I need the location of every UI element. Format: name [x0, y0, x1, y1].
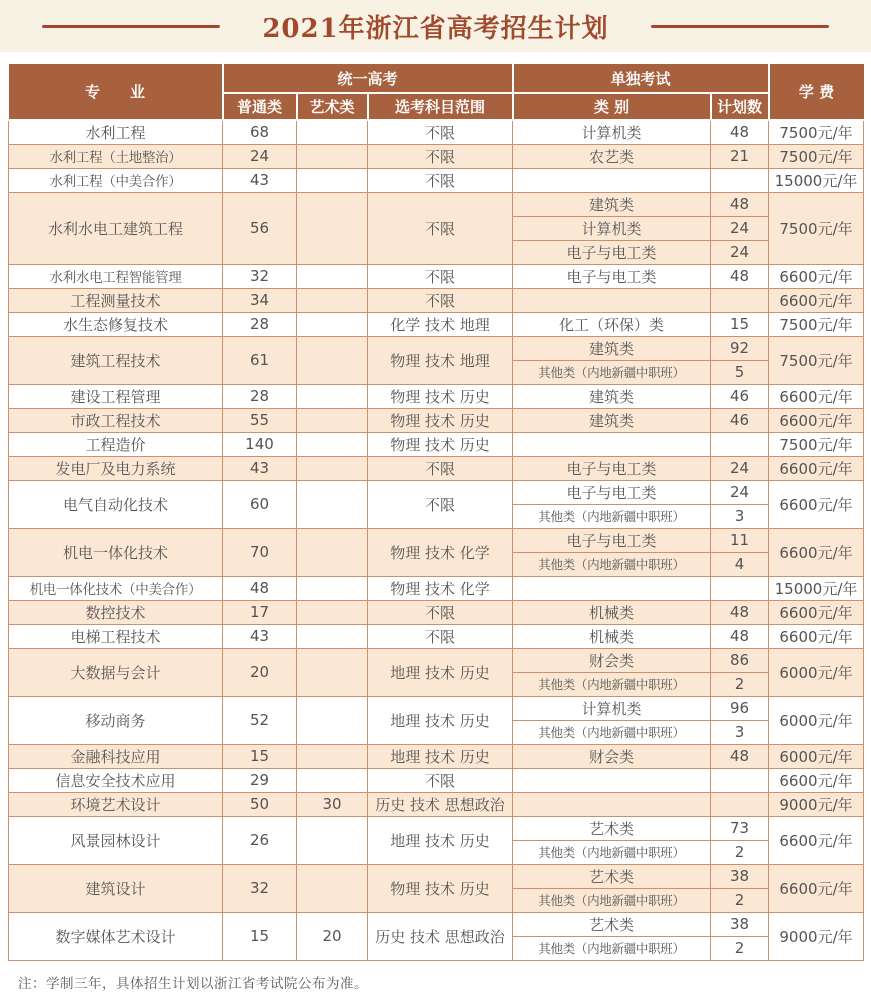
col-header-general: 普通类 — [223, 93, 297, 120]
subjects-cell: 物理 技术 地理 — [368, 336, 513, 384]
art-count-cell — [297, 336, 368, 384]
page-header — [0, 0, 871, 52]
general-count-cell: 15 — [223, 912, 297, 960]
subjects-cell: 不限 — [368, 600, 513, 624]
subjects-cell: 不限 — [368, 144, 513, 168]
fee-cell: 6000元/年 — [769, 744, 864, 768]
general-count-cell: 43 — [223, 456, 297, 480]
art-count-cell — [297, 288, 368, 312]
art-count-cell — [297, 648, 368, 696]
major-cell: 信息安全技术应用 — [9, 768, 223, 792]
exam-category-cell: 机械类 — [513, 624, 711, 648]
general-count-cell: 34 — [223, 288, 297, 312]
subjects-cell: 不限 — [368, 168, 513, 192]
major-cell: 水利水电工建筑工程 — [9, 192, 223, 264]
plan-count-cell: 3 — [711, 504, 769, 528]
plan-count-cell: 48 — [711, 624, 769, 648]
col-header-unified-exam: 统一高考 — [223, 64, 513, 93]
general-count-cell: 26 — [223, 816, 297, 864]
table-row — [9, 456, 864, 480]
fee-cell: 15000元/年 — [769, 168, 864, 192]
art-count-cell — [297, 384, 368, 408]
art-count-cell — [297, 816, 368, 864]
art-count-cell — [297, 696, 368, 744]
major-cell: 市政工程技术 — [9, 408, 223, 432]
plan-count-cell: 24 — [711, 240, 769, 264]
exam-category-cell: 其他类（内地新疆中职班） — [513, 552, 711, 576]
fee-cell: 7500元/年 — [769, 120, 864, 144]
major-cell: 电梯工程技术 — [9, 624, 223, 648]
art-count-cell — [297, 264, 368, 288]
plan-count-cell: 48 — [711, 120, 769, 144]
plan-count-cell — [711, 168, 769, 192]
plan-count-cell: 46 — [711, 408, 769, 432]
table-row — [9, 120, 864, 144]
major-cell: 建设工程管理 — [9, 384, 223, 408]
art-count-cell — [297, 408, 368, 432]
col-header-plan: 计划数 — [711, 93, 769, 120]
table-row — [9, 600, 864, 624]
exam-category-cell — [513, 768, 711, 792]
col-header-art: 艺术类 — [297, 93, 368, 120]
fee-cell: 7500元/年 — [769, 432, 864, 456]
subjects-cell: 历史 技术 思想政治 — [368, 792, 513, 816]
major-cell: 水利水电工程智能管理 — [9, 264, 223, 288]
major-cell: 电气自动化技术 — [9, 480, 223, 528]
plan-count-cell — [711, 576, 769, 600]
admission-plan-table — [8, 64, 864, 961]
exam-category-cell: 电子与电工类 — [513, 240, 711, 264]
exam-category-cell: 建筑类 — [513, 384, 711, 408]
general-count-cell: 56 — [223, 192, 297, 264]
table-row — [9, 624, 864, 648]
col-header-subjects: 选考科目范围 — [368, 93, 513, 120]
general-count-cell: 70 — [223, 528, 297, 576]
table-row — [9, 912, 864, 936]
art-count-cell — [297, 120, 368, 144]
table-row — [9, 384, 864, 408]
subjects-cell: 地理 技术 历史 — [368, 696, 513, 744]
subjects-cell: 不限 — [368, 768, 513, 792]
table-row — [9, 144, 864, 168]
general-count-cell: 29 — [223, 768, 297, 792]
exam-category-cell — [513, 792, 711, 816]
fee-cell: 15000元/年 — [769, 576, 864, 600]
page-title: 2021年浙江省高考招生计划 — [262, 13, 609, 44]
general-count-cell: 43 — [223, 624, 297, 648]
footnote: 注：学制三年，具体招生计划以浙江省考试院公布为准。 — [18, 975, 368, 992]
fee-cell: 6600元/年 — [769, 864, 864, 912]
major-cell: 发电厂及电力系统 — [9, 456, 223, 480]
subjects-cell: 历史 技术 思想政治 — [368, 912, 513, 960]
exam-category-cell: 电子与电工类 — [513, 264, 711, 288]
fee-cell: 9000元/年 — [769, 792, 864, 816]
title-decoration-left — [42, 25, 220, 28]
table-row — [9, 168, 864, 192]
general-count-cell: 60 — [223, 480, 297, 528]
major-cell: 水利工程 — [9, 120, 223, 144]
col-header-major: 专 业 — [9, 64, 223, 120]
table-row — [9, 192, 864, 216]
fee-cell: 6000元/年 — [769, 648, 864, 696]
subjects-cell: 物理 技术 历史 — [368, 384, 513, 408]
major-cell: 机电一体化技术（中美合作） — [9, 576, 223, 600]
exam-category-cell: 建筑类 — [513, 192, 711, 216]
art-count-cell — [297, 144, 368, 168]
table-row — [9, 576, 864, 600]
exam-category-cell: 机械类 — [513, 600, 711, 624]
col-header-fee: 学 费 — [769, 64, 864, 120]
exam-category-cell: 建筑类 — [513, 408, 711, 432]
exam-category-cell: 电子与电工类 — [513, 456, 711, 480]
table-row — [9, 408, 864, 432]
plan-count-cell: 4 — [711, 552, 769, 576]
table-row — [9, 432, 864, 456]
subjects-cell: 物理 技术 历史 — [368, 408, 513, 432]
general-count-cell: 24 — [223, 144, 297, 168]
major-cell: 工程造价 — [9, 432, 223, 456]
subjects-cell: 不限 — [368, 192, 513, 264]
table-row — [9, 744, 864, 768]
exam-category-cell: 农艺类 — [513, 144, 711, 168]
fee-cell: 6600元/年 — [769, 480, 864, 528]
table-row — [9, 648, 864, 672]
exam-category-cell: 计算机类 — [513, 696, 711, 720]
table-header — [9, 64, 864, 120]
subjects-cell: 不限 — [368, 288, 513, 312]
general-count-cell: 15 — [223, 744, 297, 768]
fee-cell: 6000元/年 — [769, 696, 864, 744]
plan-count-cell: 15 — [711, 312, 769, 336]
subjects-cell: 物理 技术 化学 — [368, 528, 513, 576]
art-count-cell — [297, 528, 368, 576]
plan-count-cell: 24 — [711, 480, 769, 504]
exam-category-cell — [513, 432, 711, 456]
plan-count-cell: 21 — [711, 144, 769, 168]
plan-count-cell — [711, 432, 769, 456]
subjects-cell: 不限 — [368, 120, 513, 144]
plan-count-cell: 92 — [711, 336, 769, 360]
art-count-cell — [297, 624, 368, 648]
subjects-cell: 不限 — [368, 480, 513, 528]
general-count-cell: 140 — [223, 432, 297, 456]
col-header-separate-exam: 单独考试 — [513, 64, 769, 93]
art-count-cell: 30 — [297, 792, 368, 816]
exam-category-cell: 财会类 — [513, 744, 711, 768]
art-count-cell — [297, 744, 368, 768]
subjects-cell: 不限 — [368, 456, 513, 480]
table-row — [9, 288, 864, 312]
major-cell: 工程测量技术 — [9, 288, 223, 312]
major-cell: 大数据与会计 — [9, 648, 223, 696]
general-count-cell: 52 — [223, 696, 297, 744]
table-body — [9, 120, 864, 960]
plan-count-cell: 5 — [711, 360, 769, 384]
table-row — [9, 528, 864, 552]
plan-count-cell: 2 — [711, 672, 769, 696]
exam-category-cell — [513, 168, 711, 192]
subjects-cell: 不限 — [368, 264, 513, 288]
plan-count-cell: 48 — [711, 600, 769, 624]
fee-cell: 6600元/年 — [769, 816, 864, 864]
major-cell: 水利工程（中美合作） — [9, 168, 223, 192]
fee-cell: 6600元/年 — [769, 768, 864, 792]
plan-count-cell: 2 — [711, 936, 769, 960]
art-count-cell — [297, 192, 368, 264]
subjects-cell: 不限 — [368, 624, 513, 648]
general-count-cell: 48 — [223, 576, 297, 600]
plan-count-cell — [711, 792, 769, 816]
general-count-cell: 50 — [223, 792, 297, 816]
plan-count-cell: 86 — [711, 648, 769, 672]
table-row — [9, 696, 864, 720]
table-row — [9, 336, 864, 360]
subjects-cell: 地理 技术 历史 — [368, 816, 513, 864]
fee-cell: 7500元/年 — [769, 312, 864, 336]
general-count-cell: 55 — [223, 408, 297, 432]
art-count-cell — [297, 576, 368, 600]
table-row — [9, 768, 864, 792]
subjects-cell: 地理 技术 历史 — [368, 648, 513, 696]
fee-cell: 6600元/年 — [769, 384, 864, 408]
art-count-cell: 20 — [297, 912, 368, 960]
fee-cell: 7500元/年 — [769, 336, 864, 384]
plan-count-cell: 73 — [711, 816, 769, 840]
table-container — [8, 64, 863, 961]
exam-category-cell: 其他类（内地新疆中职班） — [513, 840, 711, 864]
exam-category-cell: 其他类（内地新疆中职班） — [513, 672, 711, 696]
art-count-cell — [297, 768, 368, 792]
major-cell: 数控技术 — [9, 600, 223, 624]
major-cell: 风景园林设计 — [9, 816, 223, 864]
subjects-cell: 地理 技术 历史 — [368, 744, 513, 768]
subjects-cell: 物理 技术 历史 — [368, 432, 513, 456]
general-count-cell: 68 — [223, 120, 297, 144]
plan-count-cell — [711, 288, 769, 312]
major-cell: 数字媒体艺术设计 — [9, 912, 223, 960]
exam-category-cell: 电子与电工类 — [513, 480, 711, 504]
exam-category-cell — [513, 288, 711, 312]
plan-count-cell: 24 — [711, 456, 769, 480]
major-cell: 移动商务 — [9, 696, 223, 744]
general-count-cell: 17 — [223, 600, 297, 624]
fee-cell: 6600元/年 — [769, 600, 864, 624]
exam-category-cell: 其他类（内地新疆中职班） — [513, 504, 711, 528]
general-count-cell: 61 — [223, 336, 297, 384]
exam-category-cell: 艺术类 — [513, 912, 711, 936]
exam-category-cell: 艺术类 — [513, 816, 711, 840]
exam-category-cell: 建筑类 — [513, 336, 711, 360]
fee-cell: 6600元/年 — [769, 264, 864, 288]
exam-category-cell: 电子与电工类 — [513, 528, 711, 552]
table-row — [9, 864, 864, 888]
art-count-cell — [297, 456, 368, 480]
fee-cell: 9000元/年 — [769, 912, 864, 960]
general-count-cell: 32 — [223, 864, 297, 912]
exam-category-cell: 计算机类 — [513, 216, 711, 240]
plan-count-cell: 2 — [711, 840, 769, 864]
fee-cell: 6600元/年 — [769, 408, 864, 432]
art-count-cell — [297, 312, 368, 336]
major-cell: 环境艺术设计 — [9, 792, 223, 816]
major-cell: 建筑设计 — [9, 864, 223, 912]
plan-count-cell — [711, 768, 769, 792]
plan-count-cell: 24 — [711, 216, 769, 240]
exam-category-cell: 化工（环保）类 — [513, 312, 711, 336]
major-cell: 机电一体化技术 — [9, 528, 223, 576]
header-row-top — [9, 64, 864, 93]
fee-cell: 6600元/年 — [769, 528, 864, 576]
plan-count-cell: 2 — [711, 888, 769, 912]
plan-count-cell: 96 — [711, 696, 769, 720]
table-row — [9, 792, 864, 816]
plan-count-cell: 48 — [711, 264, 769, 288]
plan-count-cell: 38 — [711, 864, 769, 888]
exam-category-cell: 计算机类 — [513, 120, 711, 144]
exam-category-cell — [513, 576, 711, 600]
table-row — [9, 480, 864, 504]
art-count-cell — [297, 864, 368, 912]
plan-count-cell: 48 — [711, 744, 769, 768]
exam-category-cell: 其他类（内地新疆中职班） — [513, 888, 711, 912]
title-decoration-right — [651, 25, 829, 28]
general-count-cell: 28 — [223, 312, 297, 336]
table-row — [9, 816, 864, 840]
plan-count-cell: 38 — [711, 912, 769, 936]
art-count-cell — [297, 432, 368, 456]
major-cell: 水生态修复技术 — [9, 312, 223, 336]
exam-category-cell: 艺术类 — [513, 864, 711, 888]
fee-cell: 7500元/年 — [769, 144, 864, 168]
general-count-cell: 20 — [223, 648, 297, 696]
plan-count-cell: 48 — [711, 192, 769, 216]
plan-count-cell: 46 — [711, 384, 769, 408]
major-cell: 水利工程（土地整治） — [9, 144, 223, 168]
table-row — [9, 312, 864, 336]
table-row — [9, 264, 864, 288]
exam-category-cell: 财会类 — [513, 648, 711, 672]
fee-cell: 7500元/年 — [769, 192, 864, 264]
col-header-category: 类 别 — [513, 93, 711, 120]
art-count-cell — [297, 600, 368, 624]
fee-cell: 6600元/年 — [769, 456, 864, 480]
general-count-cell: 28 — [223, 384, 297, 408]
subjects-cell: 化学 技术 地理 — [368, 312, 513, 336]
subjects-cell: 物理 技术 化学 — [368, 576, 513, 600]
major-cell: 金融科技应用 — [9, 744, 223, 768]
art-count-cell — [297, 480, 368, 528]
exam-category-cell: 其他类（内地新疆中职班） — [513, 360, 711, 384]
art-count-cell — [297, 168, 368, 192]
general-count-cell: 43 — [223, 168, 297, 192]
general-count-cell: 32 — [223, 264, 297, 288]
exam-category-cell: 其他类（内地新疆中职班） — [513, 936, 711, 960]
plan-count-cell: 3 — [711, 720, 769, 744]
plan-count-cell: 11 — [711, 528, 769, 552]
major-cell: 建筑工程技术 — [9, 336, 223, 384]
subjects-cell: 物理 技术 历史 — [368, 864, 513, 912]
fee-cell: 6600元/年 — [769, 624, 864, 648]
exam-category-cell: 其他类（内地新疆中职班） — [513, 720, 711, 744]
fee-cell: 6600元/年 — [769, 288, 864, 312]
